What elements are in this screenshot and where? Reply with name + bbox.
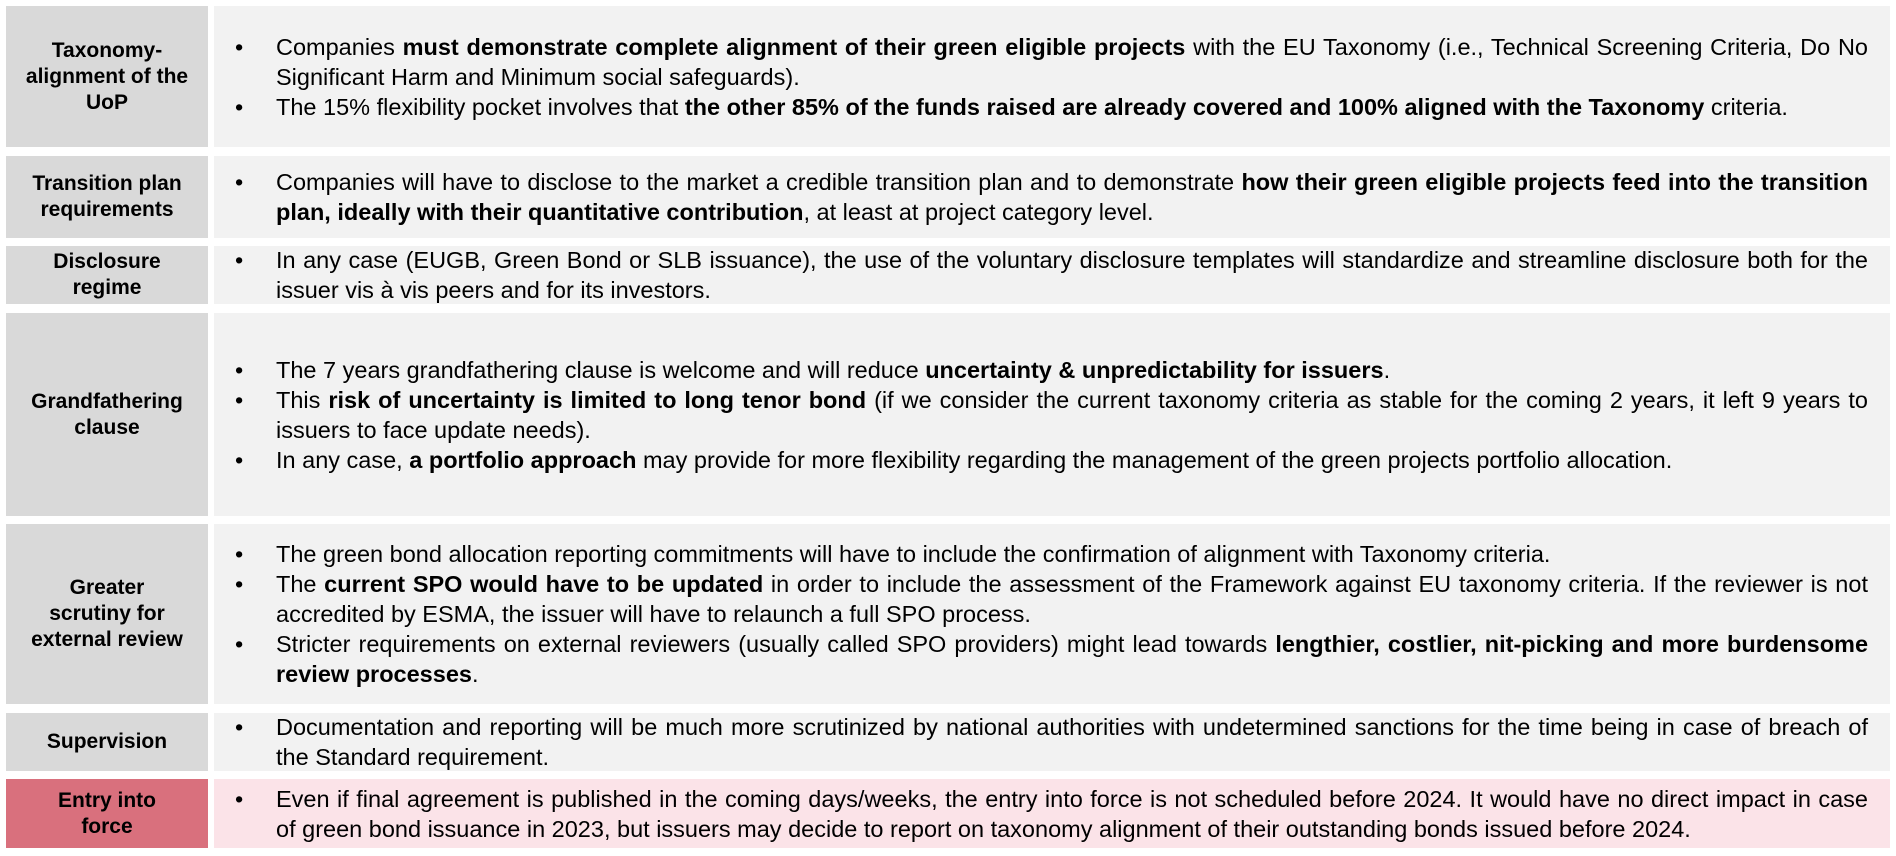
bullet-text: Even if final agreement is published in the coming days/weeks, the entry into force is not scheduled before 2024. It would have no direct impact in case of green bond issuance in 2023, but issuers may decide to report on taxonomy alignment of their outstanding bonds issued before 2024. [276,785,1868,842]
row-label: Entry into force [6,779,208,848]
bullet-item [232,355,1868,385]
row-content [214,6,1890,147]
bullet-list [232,355,1868,475]
bullet-text-bold: must demonstrate complete alignment of their green eligible projects [402,33,1186,60]
table-row-disclosure [6,246,1890,304]
bullet-text: Stricter requirements on external reviewers (usually called SPO providers) might lead towards [276,631,1276,657]
bullet-item [232,245,1868,305]
bullet-item [232,167,1868,227]
bullet-list [232,784,1868,844]
bullet-text: The 15% flexibility pocket involves that [276,93,685,120]
row-content [214,313,1890,516]
row-label: Greater scrutiny for external review [6,524,208,704]
bullet-item [232,445,1868,475]
bullet-item [232,32,1868,92]
bullet-text: The green bond allocation reporting commitments will have to include the confirmation of alignment with Taxonomy criteria. [276,541,1551,567]
table-row-entry-into-force [6,779,1890,848]
bullet-item [232,92,1868,122]
bullet-item [232,385,1868,445]
bullet-item [232,712,1868,772]
bullet-text: Documentation and reporting will be much more scrutinized by national authorities with undetermined sanctions for the time being in case of breach of the Standard requirement. [276,714,1868,770]
bullet-text-bold: risk of uncertainty is limited to long tenor bond [328,386,867,413]
row-content [214,246,1890,304]
bullet-text: . [1383,356,1391,383]
bullet-text-bold: how their green eligible projects feed into the transition plan, ideally with their quantitative contribution [276,169,1868,225]
bullet-text-bold: the other 85% of the funds raised are already covered and 100% aligned with the Taxonomy [684,93,1705,120]
row-content [214,779,1890,848]
bullet-list [232,245,1868,305]
bullet-text-bold: lengthier, costlier, nit-picking and more burdensome review processes [276,631,1869,687]
bullet-text: in order to include the assessment of the Framework against EU taxonomy criteria. If the reviewer is not accredited by ESMA, the issuer will have to relaunch a full SPO process. [276,571,1868,627]
bullet-text: (if we consider the current taxonomy criteria as stable for the coming 2 years, it left 9 years to issuers to face update needs). [276,386,1868,443]
table-row-supervision [6,713,1890,771]
table-row-taxonomy [6,6,1890,147]
bullet-text: This [276,386,329,413]
row-label: Transition plan requirements [6,156,208,238]
row-label: Taxonomy-alignment of the UoP [6,6,208,147]
bullet-text: criteria. [1704,93,1788,120]
table-row-scrutiny [6,524,1890,704]
bullet-list [232,167,1868,227]
row-content [214,156,1890,238]
bullet-text: may provide for more flexibility regarding the management of the green projects portfolio allocation. [636,446,1673,473]
bullet-text: The 7 years grandfathering clause is welcome and will reduce [276,356,926,383]
bullet-text: In any case, [276,446,410,473]
bullet-text: , at least at project category level. [803,199,1154,225]
bullet-text: The [276,571,325,597]
bullet-text-bold: current SPO would have to be updated [324,571,764,597]
bullet-text-bold: uncertainty & unpredictability for issuers [925,356,1384,383]
row-label: Disclosure regime [6,246,208,304]
bullet-text: with the EU Taxonomy (i.e., Technical Screening Criteria, Do No Significant Harm and Minimum social safeguards). [276,33,1868,90]
bullet-text: Companies will have to disclose to the market a credible transition plan and to demonstrate [276,169,1242,195]
table-row-transition [6,156,1890,238]
bullet-list [232,32,1868,122]
bullet-text: . [471,661,479,687]
bullet-text-bold: a portfolio approach [409,446,637,473]
row-content [214,713,1890,771]
row-label: Supervision [6,713,208,771]
bullet-item [232,569,1868,629]
bullet-item [232,629,1868,689]
bullet-text: Companies [276,33,403,60]
row-content [214,524,1890,704]
bullet-list [232,539,1868,689]
bullet-item [232,539,1868,569]
row-label: Grandfathering clause [6,313,208,516]
bullet-item [232,784,1868,844]
table-row-grandfathering [6,313,1890,516]
bullet-text: In any case (EUGB, Green Bond or SLB issuance), the use of the voluntary disclosure templates will standardize and streamline disclosure both for the issuer vis à vis peers and for its investors. [276,247,1868,303]
bullet-list [232,712,1868,772]
